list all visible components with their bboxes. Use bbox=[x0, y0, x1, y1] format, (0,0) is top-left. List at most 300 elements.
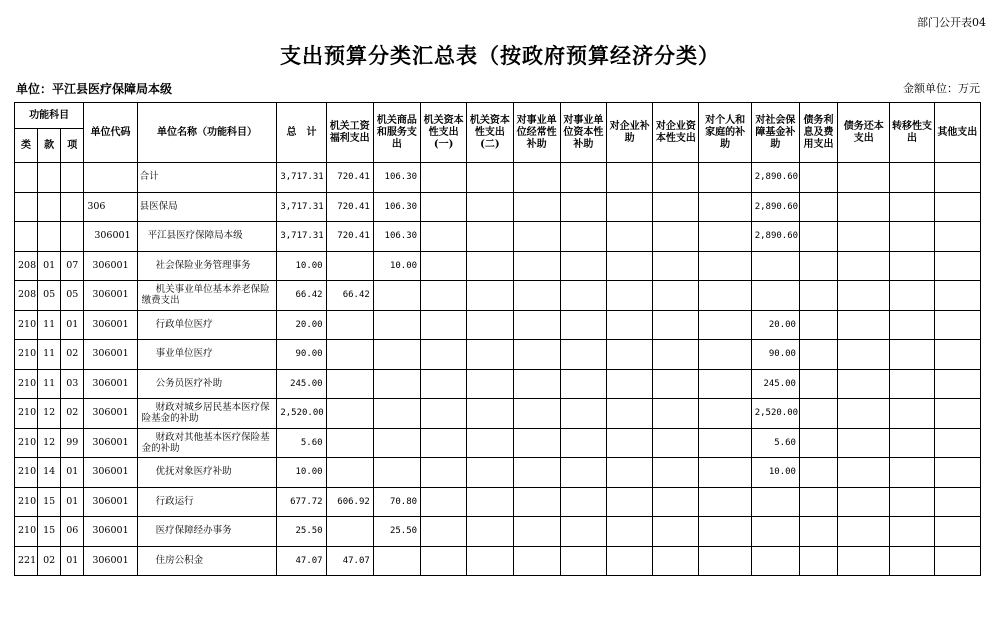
salary-cell: 606.92 bbox=[326, 487, 373, 517]
kuan-cell: 12 bbox=[38, 428, 61, 458]
empty-cell bbox=[421, 517, 467, 547]
empty-cell bbox=[838, 222, 890, 252]
col-header: 对社会保障基金补助 bbox=[751, 103, 799, 163]
col-header: 对企业补助 bbox=[606, 103, 652, 163]
unit-code-cell: 306001 bbox=[84, 340, 137, 370]
empty-cell bbox=[421, 369, 467, 399]
empty-cell bbox=[934, 428, 980, 458]
empty-cell bbox=[467, 428, 513, 458]
social-security-cell: 245.00 bbox=[751, 369, 799, 399]
lei-cell: 210 bbox=[15, 487, 38, 517]
empty-cell bbox=[799, 369, 837, 399]
unit-name-cell: 合计 bbox=[137, 163, 277, 193]
total-cell: 2,520.00 bbox=[277, 399, 326, 429]
unit-code-cell: 306001 bbox=[84, 487, 137, 517]
unit-code-cell: 306 bbox=[84, 192, 137, 222]
empty-cell bbox=[934, 163, 980, 193]
goods-services-cell bbox=[373, 340, 420, 370]
empty-cell bbox=[890, 428, 934, 458]
empty-cell bbox=[934, 399, 980, 429]
total-cell: 3,717.31 bbox=[277, 163, 326, 193]
unit-name-cell: 公务员医疗补助 bbox=[137, 369, 277, 399]
unit-code-cell: 306001 bbox=[84, 369, 137, 399]
xiang-cell bbox=[61, 163, 84, 193]
empty-cell bbox=[421, 281, 467, 311]
lei-cell: 210 bbox=[15, 340, 38, 370]
empty-cell bbox=[560, 517, 606, 547]
unit-code-cell: 306001 bbox=[84, 517, 137, 547]
empty-cell bbox=[838, 458, 890, 488]
empty-cell bbox=[606, 399, 652, 429]
lei-cell: 210 bbox=[15, 517, 38, 547]
empty-cell bbox=[513, 340, 560, 370]
social-security-cell: 20.00 bbox=[751, 310, 799, 340]
unit-name-cell: 机关事业单位基本养老保险缴费支出 bbox=[137, 281, 277, 311]
col-header: 其他支出 bbox=[934, 103, 980, 163]
unit-name-cell: 医疗保障经办事务 bbox=[137, 517, 277, 547]
empty-cell bbox=[890, 399, 934, 429]
empty-cell bbox=[653, 399, 699, 429]
unit-code-cell: 306001 bbox=[84, 281, 137, 311]
empty-cell bbox=[838, 281, 890, 311]
empty-cell bbox=[890, 192, 934, 222]
empty-cell bbox=[606, 281, 652, 311]
empty-cell bbox=[838, 192, 890, 222]
table-row bbox=[15, 399, 981, 429]
empty-cell bbox=[838, 310, 890, 340]
empty-cell bbox=[513, 399, 560, 429]
kuan-cell bbox=[38, 163, 61, 193]
xiang-cell bbox=[61, 222, 84, 252]
lei-cell bbox=[15, 222, 38, 252]
empty-cell bbox=[799, 340, 837, 370]
empty-cell bbox=[890, 369, 934, 399]
col-header: 对企业资本性支出 bbox=[653, 103, 699, 163]
unit-name-cell: 事业单位医疗 bbox=[137, 340, 277, 370]
empty-cell bbox=[467, 546, 513, 576]
xiang-cell: 99 bbox=[61, 428, 84, 458]
empty-cell bbox=[799, 163, 837, 193]
empty-cell bbox=[890, 546, 934, 576]
empty-cell bbox=[606, 192, 652, 222]
xiang-cell: 07 bbox=[61, 251, 84, 281]
empty-cell bbox=[560, 369, 606, 399]
empty-cell bbox=[467, 517, 513, 547]
kuan-cell: 15 bbox=[38, 517, 61, 547]
social-security-cell: 2,520.00 bbox=[751, 399, 799, 429]
empty-cell bbox=[838, 163, 890, 193]
empty-cell bbox=[606, 458, 652, 488]
empty-cell bbox=[653, 192, 699, 222]
total-cell: 5.60 bbox=[277, 428, 326, 458]
empty-cell bbox=[799, 458, 837, 488]
empty-cell bbox=[934, 192, 980, 222]
unit-code-cell bbox=[84, 163, 137, 193]
total-cell: 3,717.31 bbox=[277, 192, 326, 222]
empty-cell bbox=[467, 281, 513, 311]
empty-cell bbox=[838, 369, 890, 399]
lei-cell: 210 bbox=[15, 310, 38, 340]
empty-cell bbox=[890, 222, 934, 252]
total-cell: 25.50 bbox=[277, 517, 326, 547]
kuan-cell: 02 bbox=[38, 546, 61, 576]
empty-cell bbox=[699, 517, 751, 547]
salary-cell: 47.07 bbox=[326, 546, 373, 576]
empty-cell bbox=[467, 399, 513, 429]
total-cell: 245.00 bbox=[277, 369, 326, 399]
empty-cell bbox=[606, 487, 652, 517]
func-group-header: 功能科目 bbox=[15, 103, 84, 129]
salary-cell bbox=[326, 428, 373, 458]
xiang-cell: 05 bbox=[61, 281, 84, 311]
unit-name-cell: 社会保险业务管理事务 bbox=[137, 251, 277, 281]
empty-cell bbox=[560, 163, 606, 193]
empty-cell bbox=[467, 222, 513, 252]
lei-cell: 208 bbox=[15, 251, 38, 281]
empty-cell bbox=[606, 163, 652, 193]
empty-cell bbox=[838, 487, 890, 517]
empty-cell bbox=[606, 251, 652, 281]
empty-cell bbox=[467, 487, 513, 517]
empty-cell bbox=[799, 546, 837, 576]
salary-cell bbox=[326, 517, 373, 547]
empty-cell bbox=[560, 458, 606, 488]
empty-cell bbox=[934, 340, 980, 370]
table-row bbox=[15, 458, 981, 488]
goods-services-cell: 70.80 bbox=[373, 487, 420, 517]
empty-cell bbox=[421, 487, 467, 517]
total-cell: 10.00 bbox=[277, 458, 326, 488]
social-security-cell: 10.00 bbox=[751, 458, 799, 488]
total-cell: 20.00 bbox=[277, 310, 326, 340]
empty-cell bbox=[838, 428, 890, 458]
empty-cell bbox=[653, 458, 699, 488]
empty-cell bbox=[513, 517, 560, 547]
empty-cell bbox=[699, 369, 751, 399]
table-row bbox=[15, 192, 981, 222]
unit-code-cell: 306001 bbox=[84, 399, 137, 429]
total-header: 总 计 bbox=[277, 103, 326, 163]
empty-cell bbox=[838, 517, 890, 547]
empty-cell bbox=[421, 458, 467, 488]
empty-cell bbox=[513, 222, 560, 252]
unit-name-cell: 行政单位医疗 bbox=[137, 310, 277, 340]
empty-cell bbox=[799, 310, 837, 340]
empty-cell bbox=[606, 369, 652, 399]
budget-table bbox=[14, 102, 981, 576]
kuan-cell: 15 bbox=[38, 487, 61, 517]
unit-code-cell: 306001 bbox=[84, 251, 137, 281]
empty-cell bbox=[799, 399, 837, 429]
empty-cell bbox=[421, 222, 467, 252]
empty-cell bbox=[513, 369, 560, 399]
social-security-cell: 2,890.60 bbox=[751, 163, 799, 193]
table-row bbox=[15, 222, 981, 252]
lei-cell: 210 bbox=[15, 428, 38, 458]
empty-cell bbox=[467, 340, 513, 370]
xiang-cell: 01 bbox=[61, 310, 84, 340]
empty-cell bbox=[560, 487, 606, 517]
empty-cell bbox=[606, 546, 652, 576]
unit-name-cell: 县医保局 bbox=[137, 192, 277, 222]
empty-cell bbox=[653, 251, 699, 281]
salary-cell bbox=[326, 340, 373, 370]
empty-cell bbox=[934, 458, 980, 488]
empty-cell bbox=[934, 251, 980, 281]
lei-header: 类 bbox=[15, 129, 38, 163]
col-header: 对个人和家庭的补助 bbox=[699, 103, 751, 163]
empty-cell bbox=[934, 517, 980, 547]
col-header: 对事业单位资本性补助 bbox=[560, 103, 606, 163]
empty-cell bbox=[799, 517, 837, 547]
col-header: 机关工资福利支出 bbox=[326, 103, 373, 163]
empty-cell bbox=[513, 428, 560, 458]
empty-cell bbox=[513, 487, 560, 517]
unit-name-cell: 财政对其他基本医疗保险基金的补助 bbox=[137, 428, 277, 458]
unit-code-cell: 306001 bbox=[84, 428, 137, 458]
total-cell: 47.07 bbox=[277, 546, 326, 576]
total-cell: 66.42 bbox=[277, 281, 326, 311]
empty-cell bbox=[560, 192, 606, 222]
empty-cell bbox=[606, 517, 652, 547]
empty-cell bbox=[653, 517, 699, 547]
unit-name-cell: 平江县医疗保障局本级 bbox=[137, 222, 277, 252]
social-security-cell bbox=[751, 281, 799, 311]
col-header: 债务利息及费用支出 bbox=[799, 103, 837, 163]
empty-cell bbox=[699, 428, 751, 458]
goods-services-cell bbox=[373, 310, 420, 340]
table-row bbox=[15, 340, 981, 370]
goods-services-cell: 106.30 bbox=[373, 222, 420, 252]
empty-cell bbox=[560, 340, 606, 370]
empty-cell bbox=[513, 251, 560, 281]
unit-code-cell: 306001 bbox=[84, 222, 137, 252]
kuan-cell: 01 bbox=[38, 251, 61, 281]
table-row bbox=[15, 251, 981, 281]
empty-cell bbox=[890, 517, 934, 547]
xiang-cell: 01 bbox=[61, 546, 84, 576]
col-header: 债务还本支出 bbox=[838, 103, 890, 163]
empty-cell bbox=[653, 222, 699, 252]
kuan-cell: 05 bbox=[38, 281, 61, 311]
table-row bbox=[15, 428, 981, 458]
salary-cell bbox=[326, 399, 373, 429]
social-security-cell: 5.60 bbox=[751, 428, 799, 458]
salary-cell: 66.42 bbox=[326, 281, 373, 311]
empty-cell bbox=[513, 458, 560, 488]
empty-cell bbox=[890, 487, 934, 517]
empty-cell bbox=[934, 369, 980, 399]
empty-cell bbox=[799, 251, 837, 281]
empty-cell bbox=[799, 222, 837, 252]
empty-cell bbox=[513, 546, 560, 576]
salary-cell: 720.41 bbox=[326, 222, 373, 252]
empty-cell bbox=[699, 340, 751, 370]
total-cell: 3,717.31 bbox=[277, 222, 326, 252]
goods-services-cell bbox=[373, 281, 420, 311]
empty-cell bbox=[467, 192, 513, 222]
empty-cell bbox=[513, 163, 560, 193]
empty-cell bbox=[653, 340, 699, 370]
social-security-cell bbox=[751, 487, 799, 517]
empty-cell bbox=[606, 222, 652, 252]
table-row bbox=[15, 163, 981, 193]
salary-cell bbox=[326, 251, 373, 281]
kuan-cell: 11 bbox=[38, 310, 61, 340]
unit-name-cell: 行政运行 bbox=[137, 487, 277, 517]
empty-cell bbox=[699, 163, 751, 193]
empty-cell bbox=[799, 428, 837, 458]
empty-cell bbox=[934, 546, 980, 576]
empty-cell bbox=[560, 281, 606, 311]
empty-cell bbox=[699, 546, 751, 576]
unit-code-cell: 306001 bbox=[84, 546, 137, 576]
total-cell: 90.00 bbox=[277, 340, 326, 370]
empty-cell bbox=[606, 310, 652, 340]
goods-services-cell: 25.50 bbox=[373, 517, 420, 547]
lei-cell: 208 bbox=[15, 281, 38, 311]
empty-cell bbox=[699, 192, 751, 222]
empty-cell bbox=[653, 546, 699, 576]
goods-services-cell: 10.00 bbox=[373, 251, 420, 281]
empty-cell bbox=[653, 487, 699, 517]
empty-cell bbox=[467, 163, 513, 193]
lei-cell: 210 bbox=[15, 369, 38, 399]
salary-cell bbox=[326, 458, 373, 488]
social-security-cell bbox=[751, 517, 799, 547]
empty-cell bbox=[890, 310, 934, 340]
kuan-cell bbox=[38, 192, 61, 222]
goods-services-cell bbox=[373, 546, 420, 576]
empty-cell bbox=[560, 310, 606, 340]
social-security-cell: 90.00 bbox=[751, 340, 799, 370]
goods-services-cell bbox=[373, 458, 420, 488]
unit-name-cell: 财政对城乡居民基本医疗保险基金的补助 bbox=[137, 399, 277, 429]
empty-cell bbox=[467, 369, 513, 399]
table-row bbox=[15, 517, 981, 547]
goods-services-cell: 106.30 bbox=[373, 163, 420, 193]
empty-cell bbox=[606, 428, 652, 458]
unit-name-header: 单位名称（功能科目） bbox=[137, 103, 277, 163]
goods-services-cell: 106.30 bbox=[373, 192, 420, 222]
col-header: 机关商品和服务支出 bbox=[373, 103, 420, 163]
empty-cell bbox=[699, 251, 751, 281]
col-header: 对事业单位经常性补助 bbox=[513, 103, 560, 163]
xiang-cell: 06 bbox=[61, 517, 84, 547]
amount-unit-label: 金额单位：万元 bbox=[903, 82, 980, 95]
social-security-cell bbox=[751, 251, 799, 281]
empty-cell bbox=[560, 428, 606, 458]
xiang-cell: 02 bbox=[61, 399, 84, 429]
col-header: 机关资本性支出(一) bbox=[421, 103, 467, 163]
goods-services-cell bbox=[373, 399, 420, 429]
empty-cell bbox=[653, 281, 699, 311]
unit-code-cell: 306001 bbox=[84, 310, 137, 340]
kuan-cell: 14 bbox=[38, 458, 61, 488]
table-number-label: 部门公开表04 bbox=[917, 16, 986, 29]
empty-cell bbox=[560, 546, 606, 576]
table-row bbox=[15, 310, 981, 340]
empty-cell bbox=[699, 310, 751, 340]
empty-cell bbox=[799, 281, 837, 311]
empty-cell bbox=[421, 163, 467, 193]
empty-cell bbox=[421, 546, 467, 576]
xiang-cell: 01 bbox=[61, 487, 84, 517]
social-security-cell bbox=[751, 546, 799, 576]
empty-cell bbox=[421, 399, 467, 429]
col-header: 机关资本性支出(二) bbox=[467, 103, 513, 163]
empty-cell bbox=[890, 163, 934, 193]
xiang-cell: 02 bbox=[61, 340, 84, 370]
kuan-cell: 12 bbox=[38, 399, 61, 429]
empty-cell bbox=[467, 310, 513, 340]
empty-cell bbox=[560, 399, 606, 429]
lei-cell: 221 bbox=[15, 546, 38, 576]
table-row bbox=[15, 281, 981, 311]
kuan-header: 款 bbox=[38, 129, 61, 163]
salary-cell bbox=[326, 369, 373, 399]
empty-cell bbox=[838, 251, 890, 281]
empty-cell bbox=[606, 340, 652, 370]
xiang-cell bbox=[61, 192, 84, 222]
empty-cell bbox=[421, 251, 467, 281]
empty-cell bbox=[699, 281, 751, 311]
empty-cell bbox=[934, 281, 980, 311]
empty-cell bbox=[653, 428, 699, 458]
empty-cell bbox=[890, 251, 934, 281]
empty-cell bbox=[934, 310, 980, 340]
total-cell: 677.72 bbox=[277, 487, 326, 517]
xiang-header: 项 bbox=[61, 129, 84, 163]
unit-code-cell: 306001 bbox=[84, 458, 137, 488]
kuan-cell: 11 bbox=[38, 369, 61, 399]
social-security-cell: 2,890.60 bbox=[751, 192, 799, 222]
empty-cell bbox=[890, 340, 934, 370]
empty-cell bbox=[421, 428, 467, 458]
col-header: 转移性支出 bbox=[890, 103, 934, 163]
empty-cell bbox=[467, 251, 513, 281]
salary-cell bbox=[326, 310, 373, 340]
salary-cell: 720.41 bbox=[326, 163, 373, 193]
empty-cell bbox=[799, 487, 837, 517]
empty-cell bbox=[421, 310, 467, 340]
empty-cell bbox=[699, 222, 751, 252]
empty-cell bbox=[653, 310, 699, 340]
empty-cell bbox=[653, 369, 699, 399]
empty-cell bbox=[699, 487, 751, 517]
goods-services-cell bbox=[373, 369, 420, 399]
goods-services-cell bbox=[373, 428, 420, 458]
empty-cell bbox=[560, 251, 606, 281]
empty-cell bbox=[513, 310, 560, 340]
empty-cell bbox=[467, 458, 513, 488]
empty-cell bbox=[653, 163, 699, 193]
unit-name-cell: 优抚对象医疗补助 bbox=[137, 458, 277, 488]
empty-cell bbox=[838, 399, 890, 429]
empty-cell bbox=[934, 487, 980, 517]
lei-cell: 210 bbox=[15, 458, 38, 488]
xiang-cell: 03 bbox=[61, 369, 84, 399]
page-title: 支出预算分类汇总表（按政府预算经济分类） bbox=[280, 43, 720, 68]
empty-cell bbox=[890, 458, 934, 488]
total-cell: 10.00 bbox=[277, 251, 326, 281]
unit-name-cell: 住房公积金 bbox=[137, 546, 277, 576]
empty-cell bbox=[934, 222, 980, 252]
social-security-cell: 2,890.60 bbox=[751, 222, 799, 252]
empty-cell bbox=[421, 340, 467, 370]
salary-cell: 720.41 bbox=[326, 192, 373, 222]
empty-cell bbox=[890, 281, 934, 311]
